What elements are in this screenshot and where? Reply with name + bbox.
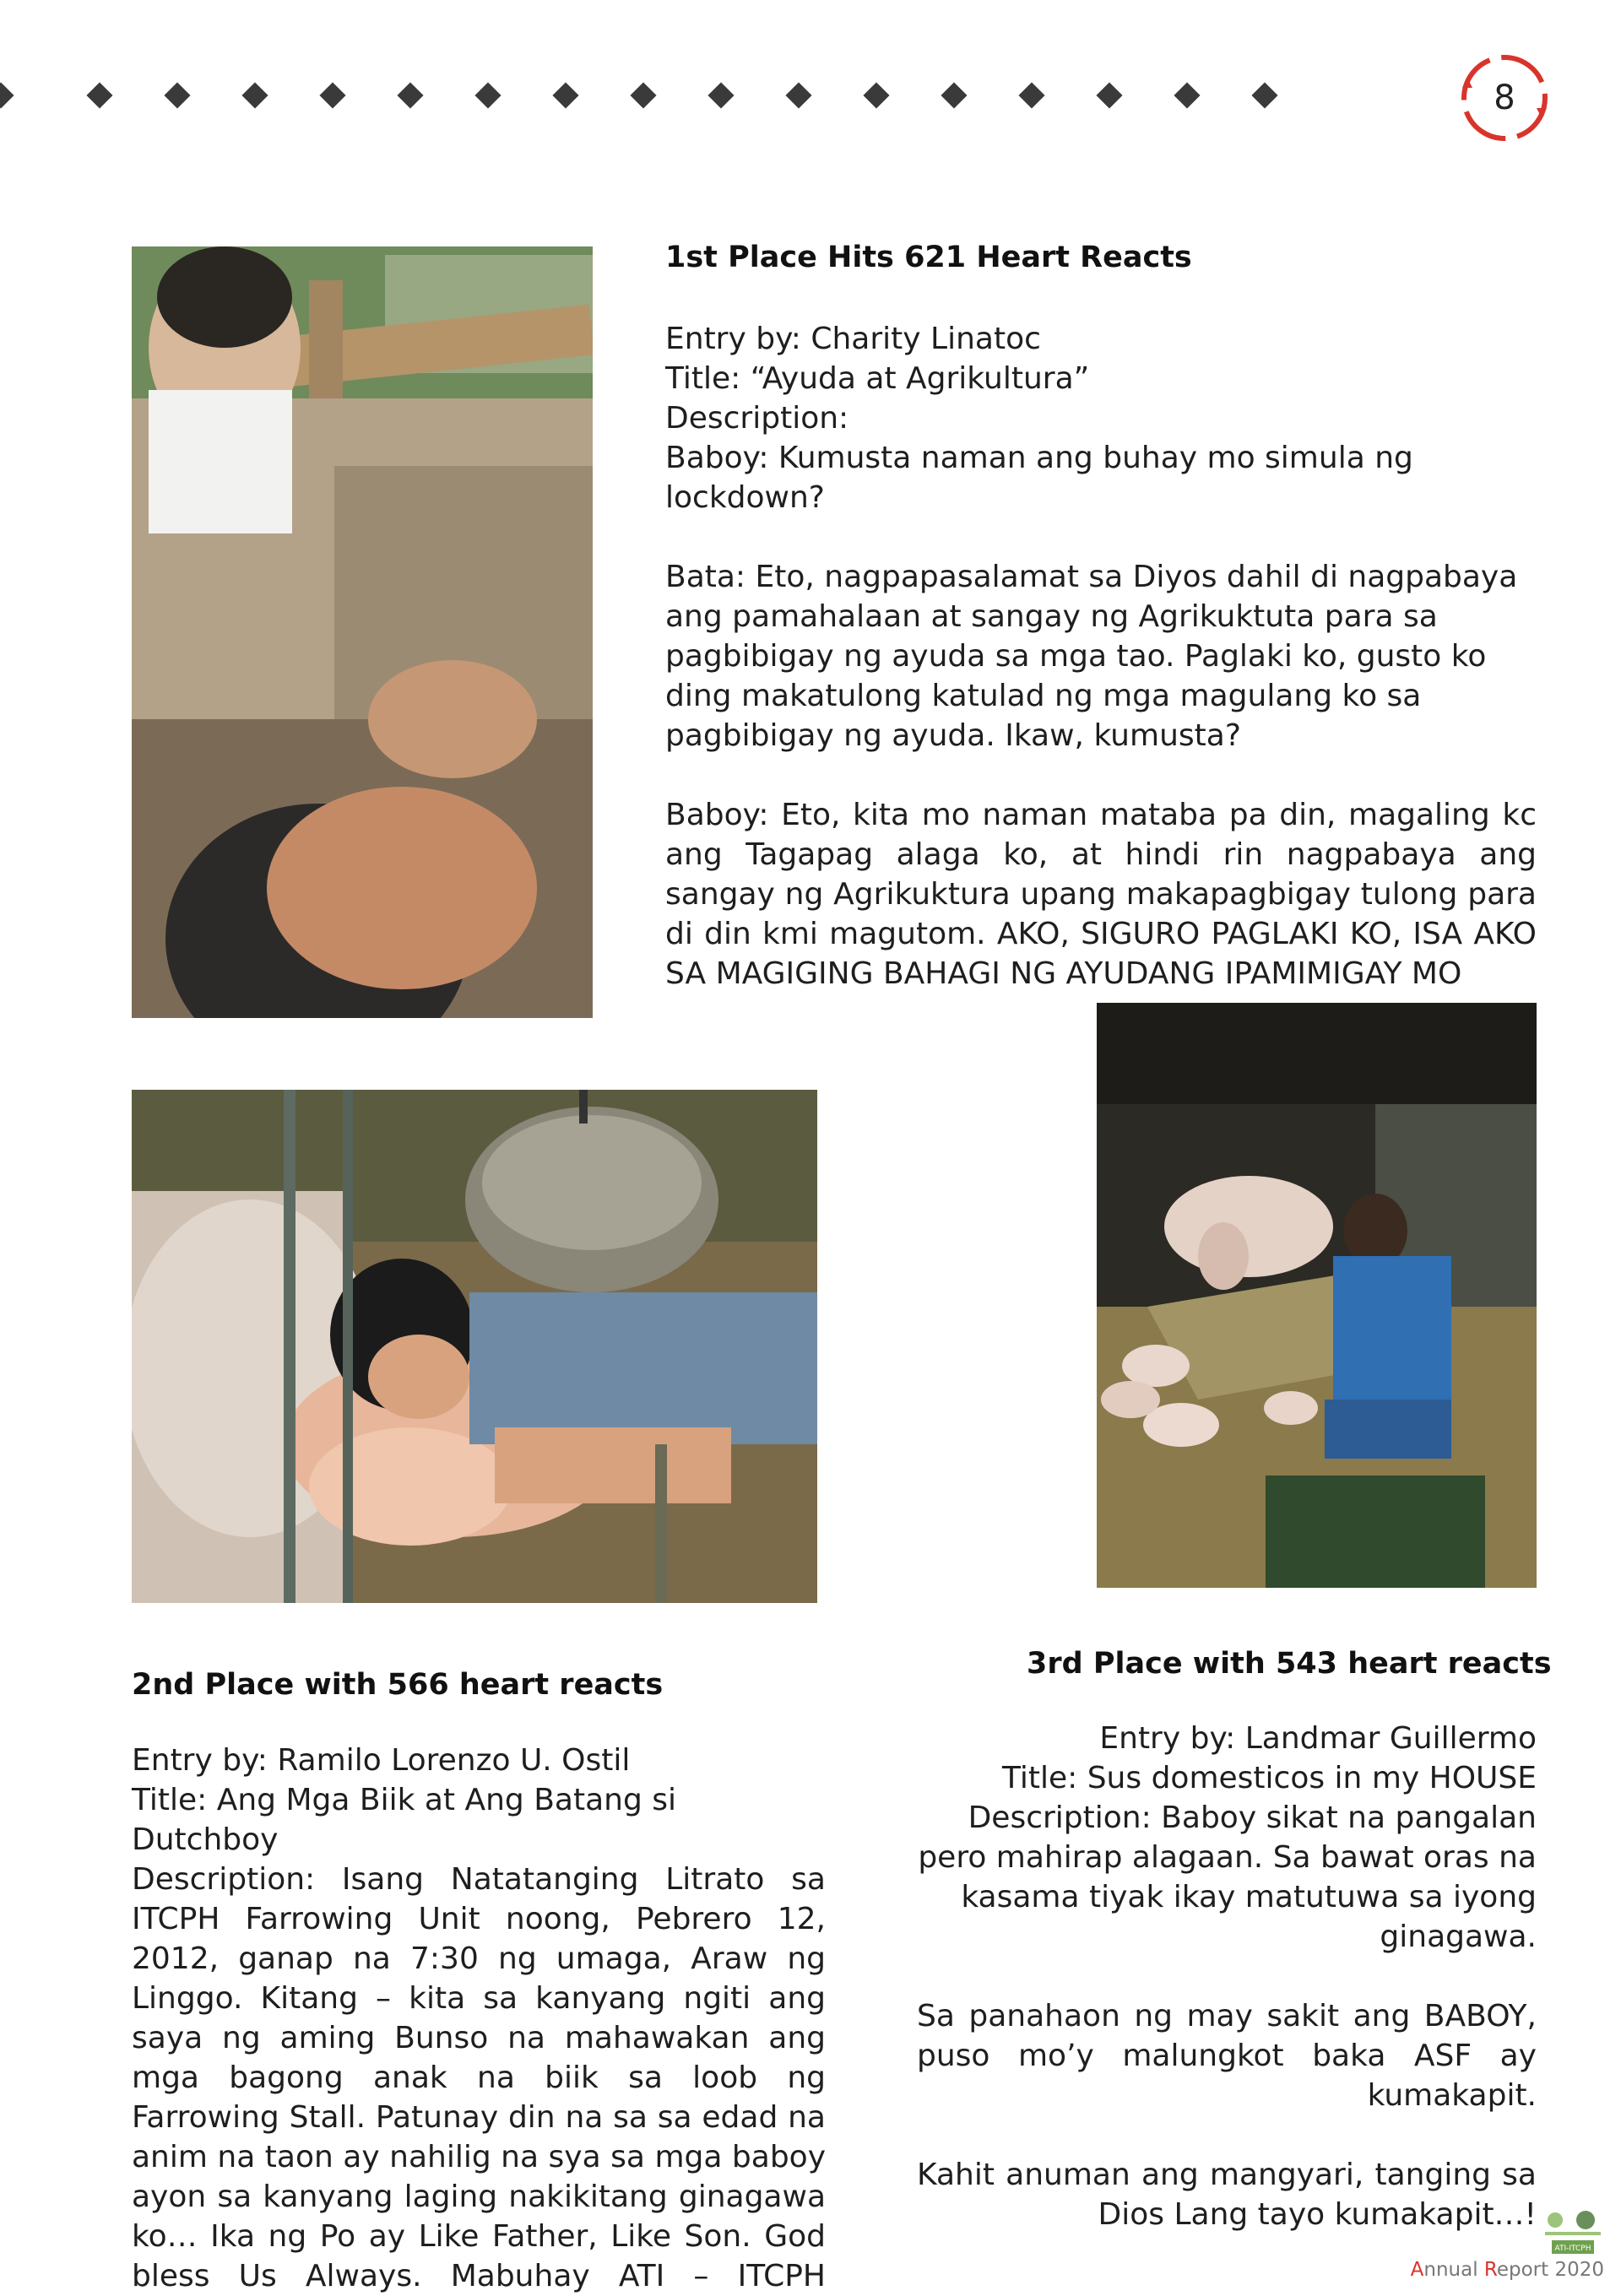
diamond-icon	[1251, 82, 1277, 108]
third-place-photo	[1097, 1003, 1537, 1588]
third-place-details	[917, 1719, 1537, 2234]
child-and-pigs-photo-icon	[132, 246, 593, 1018]
second-entry-by: Entry by: Ramilo Lorenzo U. Ostil	[132, 1743, 631, 1778]
first-place-photo	[132, 246, 593, 1018]
third-para-2: Sa panahaon ng may sakit ang BABOY, puso mo’y malungkot baka ASF ay kumakapit.	[917, 1999, 1537, 2113]
third-entry-by: Entry by: Landmar Guillermo	[1099, 1721, 1537, 1756]
decorative-diamond-row	[0, 86, 1317, 113]
third-description: Description: Baboy sikat na pangalan pero mahirap alagaan. Sa bawat oras na kasama tiyak ikay matutuwa sa iyong ginagawa.	[918, 1801, 1537, 1954]
boy-with-piglets-photo-icon	[132, 1090, 817, 1603]
footer-letter-r: R	[1483, 2259, 1497, 2281]
diamond-icon	[0, 82, 14, 108]
diamond-icon	[241, 82, 268, 108]
diamond-icon	[1174, 82, 1200, 108]
third-para-3: Kahit anuman ang mangyari, tanging sa Dios Lang tayo kumakapit…!	[917, 2158, 1537, 2232]
diamond-icon	[630, 82, 656, 108]
first-description-label: Description:	[665, 401, 849, 436]
diamond-icon	[474, 82, 501, 108]
diamond-icon	[707, 82, 734, 108]
footer-letter-a: A	[1410, 2259, 1424, 2281]
first-para-1: Baboy: Kumusta naman ang buhay mo simula ng lockdown?	[665, 441, 1413, 515]
first-place-heading: 1st Place Hits 621 Heart Reacts	[665, 241, 1192, 274]
diamond-icon	[941, 82, 967, 108]
page-number: 8	[1494, 79, 1515, 117]
diamond-icon	[397, 82, 423, 108]
first-para-3: Baboy: Eto, kita mo naman mataba pa din, magaling kc ang Tagapag alaga ko, at hindi rin nagpabaya ang sangay ng Agrikuktura upang makapagbigay tulong para di din kmi magutom. AKO, SIGURO PAGLAKI KO, ISA AKO SA MAGIGING BAHAGI NG AYUDANG IPAMIMIGAY MO	[665, 798, 1537, 991]
second-title: Title: Ang Mga Biik at Ang Batang si Dutchboy	[132, 1783, 677, 1857]
diamond-icon	[319, 82, 345, 108]
first-entry-by: Entry by: Charity Linatoc	[665, 322, 1041, 356]
second-description: Description: Isang Natatanging Litrato sa ITCPH Farrowing Unit noong, Pebrero 12, 2012, ganap na 7:30 ng umaga, Araw ng Linggo. Kitang – kita sa kanyang ngiti ang saya ng aming Bunso na mahawakan ang mga bagong anak na biik sa loob ng Farrowing Stall. Patunay din na sa sa edad na anim na taon ay nahilig na sya sa mga baboy ayon sa kanyang laging nakikitang ginagawa ko… Ika ng Po ay Like Father, Like Son. God bless Us Always. Mabuhay ATI – ITCPH	[132, 1862, 826, 2293]
annual-report-footer	[1401, 2259, 1604, 2281]
third-title: Title: Sus domesticos in my HOUSE	[1001, 1761, 1537, 1795]
diamond-icon	[1096, 82, 1122, 108]
boy-feeding-piglet-photo-icon	[1097, 1003, 1537, 1588]
second-place-details	[132, 1741, 826, 2296]
ati-itcph-logo	[1543, 2210, 1602, 2255]
footer-word-rest: eport 2020	[1496, 2259, 1604, 2281]
first-place-details	[665, 319, 1537, 994]
ati-itcph-logo-icon	[1543, 2210, 1602, 2255]
diamond-icon	[164, 82, 190, 108]
logo-text: ATI-ITCPH	[1554, 2245, 1591, 2253]
diamond-icon	[552, 82, 578, 108]
first-para-2: Bata: Eto, nagpapasalamat sa Diyos dahil di nagpabaya ang pamahalaan at sangay ng Agrikuktuta para sa pagbibigay ng ayuda sa mga tao. Paglaki ko, gusto ko ding makatulong katulad ng mga magulang ko sa pagbibigay ng ayuda. Ikaw, kumusta?	[665, 560, 1518, 753]
diamond-icon	[86, 82, 112, 108]
diamond-icon	[863, 82, 889, 108]
diamond-icon	[785, 82, 811, 108]
diamond-icon	[1018, 82, 1044, 108]
third-place-heading: 3rd Place with 543 heart reacts	[1027, 1647, 1552, 1681]
first-title: Title: “Ayuda at Agrikultura”	[665, 361, 1090, 396]
second-place-photo	[132, 1090, 817, 1603]
page-number-badge	[1450, 44, 1559, 152]
footer-word-nnual: nnual	[1423, 2259, 1484, 2281]
second-place-heading: 2nd Place with 566 heart reacts	[132, 1668, 664, 1702]
